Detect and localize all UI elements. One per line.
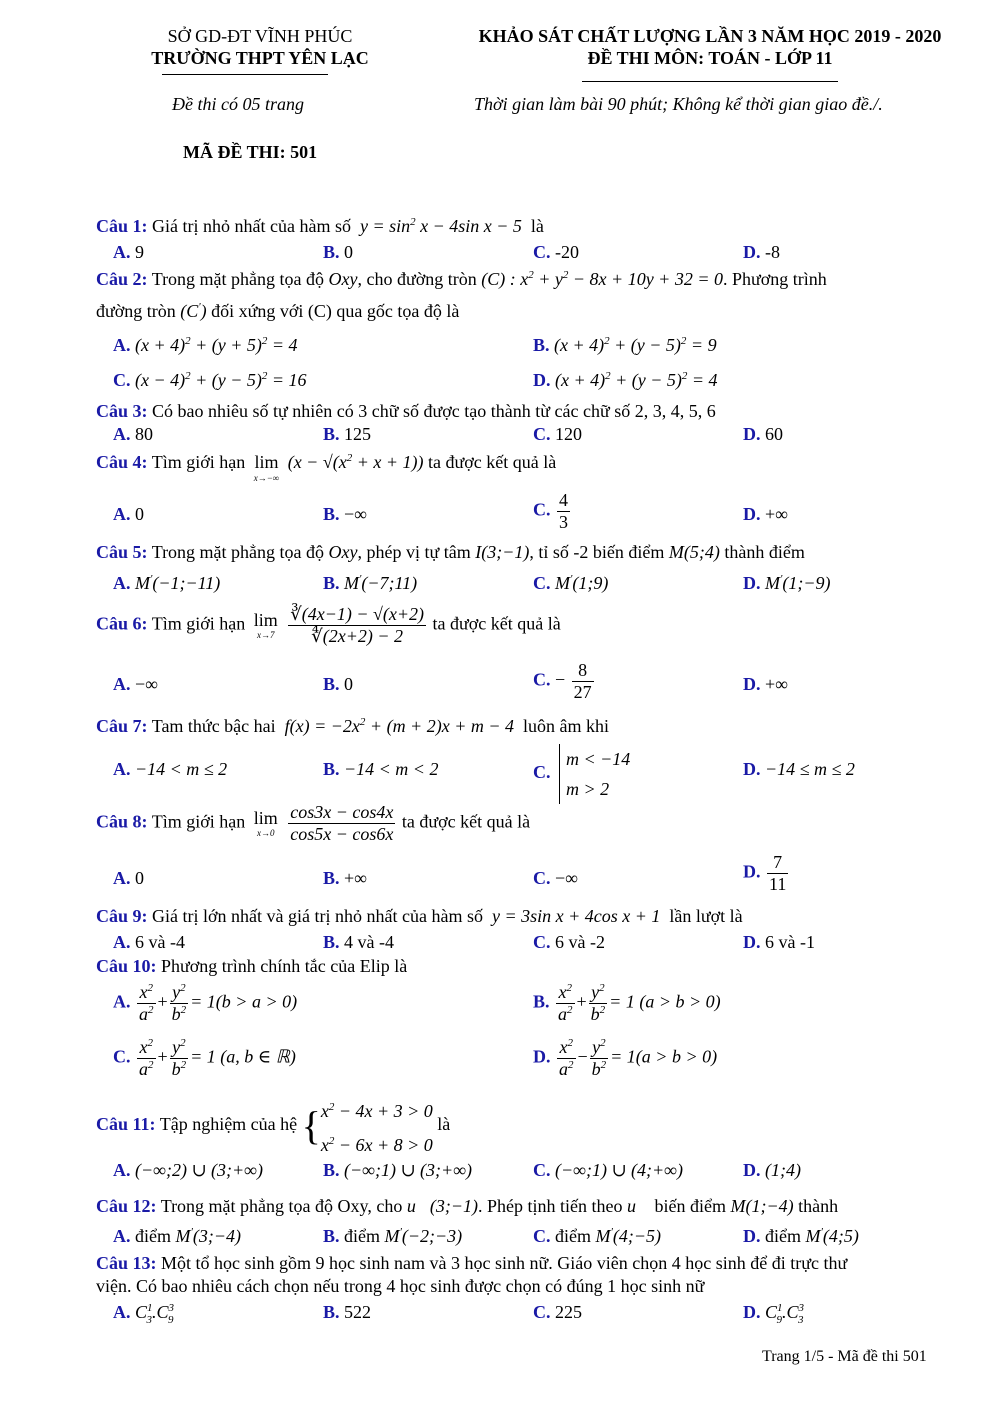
- question-7: Câu 7: Tam thức bậc hai $f(x) = -2x^2 + (m + 2)x + m - 4$ luôn âm khi: [96, 716, 609, 736]
- q10-option-c[interactable]: C. $\frac{x^2}{a^2}$ + $\frac{y^2}{b^2}$ = 1 (a, b ∈ ℝ): [113, 1037, 296, 1079]
- q10-option-d[interactable]: D. $\frac{x^2}{a^2}$ − $\frac{y^2}{b^2}$ = 1(a > b > 0): [533, 1037, 718, 1079]
- exam-subject: ĐỀ THI MÔN: TOÁN - LỚP 11: [587, 48, 833, 68]
- q3-option-b[interactable]: B. 125: [323, 424, 372, 444]
- q10-option-a[interactable]: A. $\frac{x^2}{a^2}$ + $\frac{y^2}{b^2}$ = 1(b > a > 0): [113, 982, 298, 1024]
- q12-option-c[interactable]: C. điểm M'(4;−5): [533, 1226, 661, 1246]
- q4-option-d[interactable]: D. +∞: [743, 504, 788, 524]
- q6-option-c[interactable]: C. − $\frac{8}{27}$: [533, 660, 592, 702]
- q1-option-a[interactable]: A. 9: [113, 242, 144, 262]
- page-footer: Trang 1/5 - Mã đề thi 501: [762, 1348, 927, 1365]
- q6-option-a[interactable]: A. −∞: [113, 674, 158, 694]
- question-12: Câu 12: Trong mặt phẳng tọa độ Oxy, cho u⃗(3;−1). Phép tịnh tiến theo u⃗ biến điểm M(1;−4) thành: [96, 1196, 839, 1216]
- q9-option-a[interactable]: A. 6 và -4: [113, 932, 185, 952]
- q2-option-a[interactable]: A. $(x + 4)^2 + (y + 5)^2 = 4$: [113, 335, 298, 355]
- q1-option-d[interactable]: D. -8: [743, 242, 780, 262]
- q11-option-c[interactable]: C. (−∞;1) ∪ (4;+∞): [533, 1160, 684, 1180]
- question-11: Câu 11: Tập nghiệm của hệ { $x^2 - 4x + 3 > 0$ $x^2 - 6x + 8 > 0$ là: [96, 1101, 451, 1155]
- q7-option-d[interactable]: D. −14 ≤ m ≤ 2: [743, 759, 855, 779]
- question-9: Câu 9: Giá trị lớn nhất và giá trị nhỏ nhất của hàm số y = 3sin x + 4cos x + 1 lần lượt là: [96, 906, 743, 926]
- q12-option-d[interactable]: D. điểm M'(4;5): [743, 1226, 859, 1246]
- school-underline: [162, 74, 328, 75]
- question-8: Câu 8: Tìm giới hạn lim x→0 $\frac{\cos 3x - \cos 4x}{\cos 5x - \cos 6x}$ ta được kết quả là: [96, 802, 531, 844]
- q7-option-c[interactable]: C. m < −14 m > 2: [533, 744, 630, 804]
- question-2: Câu 2: Trong mặt phẳng tọa độ Oxy, cho đường tròn (C) : $x^2 + y^2 - 8x + 10y + 32 = 0$. Phương trình: [96, 269, 827, 289]
- q1-option-b[interactable]: B. 0: [323, 242, 354, 262]
- school-name: TRƯỜNG THPT YÊN LẠC: [151, 48, 369, 68]
- q11-option-b[interactable]: B. (−∞;1) ∪ (3;+∞): [323, 1160, 473, 1180]
- q5-option-c[interactable]: C. M'(1;9): [533, 573, 609, 593]
- q7-option-a[interactable]: A. −14 < m ≤ 2: [113, 759, 228, 779]
- q7-option-b[interactable]: B. −14 < m < 2: [323, 759, 439, 779]
- q12-option-a[interactable]: A. điểm M'(3;−4): [113, 1226, 241, 1246]
- q5-option-d[interactable]: D. M'(1;−9): [743, 573, 831, 593]
- q5-option-b[interactable]: B. M'(−7;11): [323, 573, 418, 593]
- q13-option-c[interactable]: C. 225: [533, 1302, 582, 1322]
- question-13-line2: viện. Có bao nhiêu cách chọn nếu trong 4 học sinh được chọn có đúng 1 học sinh nữ: [96, 1276, 705, 1296]
- q13-option-b[interactable]: B. 522: [323, 1302, 372, 1322]
- q12-option-b[interactable]: B. điểm M'(−2;−3): [323, 1226, 463, 1246]
- q5-option-a[interactable]: A. M'(−1;−11): [113, 573, 221, 593]
- q9-option-d[interactable]: D. 6 và -1: [743, 932, 815, 952]
- question-6: Câu 6: Tìm giới hạn lim x→7 $\frac{∛(4x-1) - √(x+2)}{∜(2x+2) - 2}$ ta được kết quả là: [96, 604, 561, 646]
- exam-code: MÃ ĐỀ THI: 501: [183, 142, 318, 162]
- q10-option-b[interactable]: B. $\frac{x^2}{a^2}$ + $\frac{y^2}{b^2}$ = 1 (a > b > 0): [533, 982, 721, 1024]
- subject-underline: [582, 81, 838, 82]
- q2-option-c[interactable]: C. $(x - 4)^2 + (y - 5)^2 = 16$: [113, 370, 307, 390]
- q9-option-c[interactable]: C. 6 và -2: [533, 932, 605, 952]
- question-13: Câu 13: Một tổ học sinh gồm 9 học sinh nam và 3 học sinh nữ. Giáo viên chọn 4 học sinh để đi trực thư: [96, 1253, 848, 1273]
- q13-option-a[interactable]: A. $C^1_3.C^3_9$: [113, 1302, 175, 1326]
- question-3: Câu 3: Có bao nhiêu số tự nhiên có 3 chữ số được tạo thành từ các chữ số 2, 3, 4, 5, 6: [96, 401, 716, 421]
- q8-option-b[interactable]: B. +∞: [323, 868, 367, 888]
- q13-option-d[interactable]: D. $C^1_9.C^3_3$: [743, 1302, 805, 1326]
- q4-option-a[interactable]: A. 0: [113, 504, 144, 524]
- q4-option-c[interactable]: C. $\frac{4}{3}$: [533, 490, 568, 532]
- q6-option-b[interactable]: B. 0: [323, 674, 354, 694]
- q3-option-c[interactable]: C. 120: [533, 424, 582, 444]
- q8-option-a[interactable]: A. 0: [113, 868, 144, 888]
- q11-option-d[interactable]: D. (1;4): [743, 1160, 801, 1180]
- q4-option-b[interactable]: B. −∞: [323, 504, 367, 524]
- q3-option-a[interactable]: A. 80: [113, 424, 153, 444]
- time-note: Thời gian làm bài 90 phút; Không kể thời gian giao đề./.: [474, 94, 883, 114]
- department-name: SỞ GD-ĐT VĨNH PHÚC: [167, 26, 353, 46]
- question-5: Câu 5: Trong mặt phẳng tọa độ Oxy, phép vị tự tâm I(3;−1), tỉ số -2 biến điểm M(5;4) thành điểm: [96, 542, 805, 562]
- question-2-line2: đường tròn (C') đối xứng với (C) qua gốc tọa độ là: [96, 301, 460, 321]
- question-1: Câu 1: Giá trị nhỏ nhất của hàm số $y = \sin^2 x - 4\sin$ x − 5 là: [96, 216, 544, 236]
- question-4: Câu 4: Tìm giới hạn lim x→−∞ $(x - √(x^2 + x + 1))$ ta được kết quả là: [96, 452, 557, 483]
- q6-option-d[interactable]: D. +∞: [743, 674, 788, 694]
- q8-option-d[interactable]: D. $\frac{7}{11}$: [743, 852, 787, 894]
- q8-option-c[interactable]: C. −∞: [533, 868, 578, 888]
- q3-option-d[interactable]: D. 60: [743, 424, 783, 444]
- q1-option-c[interactable]: C. -20: [533, 242, 579, 262]
- q2-option-d[interactable]: D. $(x + 4)^2 + (y - 5)^2 = 4$: [533, 370, 718, 390]
- q11-option-a[interactable]: A. (−∞;2) ∪ (3;+∞): [113, 1160, 264, 1180]
- q2-option-b[interactable]: B. $(x + 4)^2 + (y - 5)^2 = 9$: [533, 335, 717, 355]
- exam-title: KHẢO SÁT CHẤT LƯỢNG LẦN 3 NĂM HỌC 2019 - 2020: [478, 26, 942, 46]
- question-10: Câu 10: Phương trình chính tắc của Elip là: [96, 956, 408, 976]
- q9-option-b[interactable]: B. 4 và -4: [323, 932, 394, 952]
- pages-note: Đề thi có 05 trang: [172, 94, 304, 114]
